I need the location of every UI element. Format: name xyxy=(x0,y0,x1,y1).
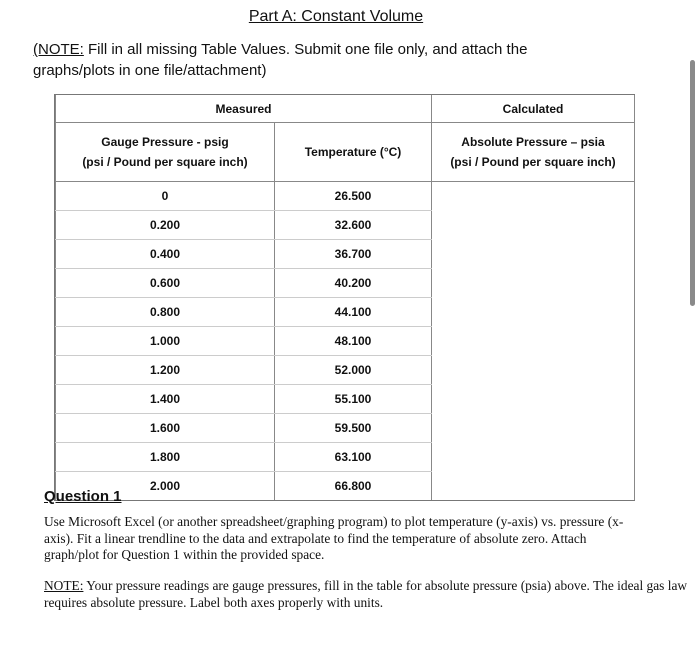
gauge-pressure-cell: 1.800 xyxy=(56,443,275,472)
table-row xyxy=(56,182,635,211)
gauge-pressure-cell: 1.600 xyxy=(56,414,275,443)
header-gauge-line2: (psi / Pound per square inch) xyxy=(82,155,248,169)
table-row xyxy=(56,472,635,501)
table-row xyxy=(56,298,635,327)
temperature-cell: 32.600 xyxy=(275,211,432,240)
table-body xyxy=(56,182,635,501)
question-1-note-label: NOTE: xyxy=(44,578,84,593)
absolute-pressure-cell[interactable] xyxy=(432,356,635,385)
header-gauge-line1: Gauge Pressure - psig xyxy=(101,135,229,149)
gauge-pressure-cell: 1.200 xyxy=(56,356,275,385)
gauge-pressure-cell: 2.000 xyxy=(56,472,275,501)
table-row xyxy=(56,269,635,298)
note-text: Fill in all missing Table Values. Submit one file only, and attach the graphs/plots in one file/attachment) xyxy=(33,41,528,79)
page-title: Part A: Constant Volume xyxy=(248,8,424,25)
temperature-cell: 26.500 xyxy=(275,182,432,211)
note-label: (NOTE: xyxy=(33,41,84,58)
gauge-pressure-cell: 1.400 xyxy=(56,385,275,414)
header-gauge-pressure xyxy=(56,123,275,182)
question-1-note-text: Your pressure readings are gauge pressures, fill in the table for absolute pressure (psia) above. The ideal gas law requires absolute pressure. Label both axes properly with units. xyxy=(44,578,688,610)
table-row xyxy=(56,443,635,472)
temperature-cell: 48.100 xyxy=(275,327,432,356)
temperature-cell: 55.100 xyxy=(275,385,432,414)
gauge-pressure-cell: 0.600 xyxy=(56,269,275,298)
vertical-scrollbar[interactable] xyxy=(690,60,695,306)
question-1-note xyxy=(44,578,694,611)
absolute-pressure-cell[interactable] xyxy=(432,240,635,269)
absolute-pressure-cell[interactable] xyxy=(432,443,635,472)
absolute-pressure-cell[interactable] xyxy=(432,269,635,298)
gauge-pressure-cell: 0.200 xyxy=(56,211,275,240)
gauge-pressure-cell: 0.400 xyxy=(56,240,275,269)
gauge-pressure-cell: 1.000 xyxy=(56,327,275,356)
absolute-pressure-cell[interactable] xyxy=(432,298,635,327)
table-row xyxy=(56,356,635,385)
instructions-note xyxy=(33,39,593,81)
absolute-pressure-cell[interactable] xyxy=(432,472,635,501)
temperature-cell: 59.500 xyxy=(275,414,432,443)
question-1-heading: Question 1 xyxy=(44,488,122,505)
temperature-cell: 66.800 xyxy=(275,472,432,501)
header-abs-line2: (psi / Pound per square inch) xyxy=(450,155,616,169)
question-1-text: Use Microsoft Excel (or another spreadsheet/graphing program) to plot temperature (y-axis) vs. pressure (x-axis). Fit a linear trendline to the data and extrapolate to find the temperature of absolute zero. Attach graph/plot for Question 1 within the provided space. xyxy=(44,514,624,562)
temperature-cell: 63.100 xyxy=(275,443,432,472)
data-table xyxy=(54,94,635,501)
header-calculated: Calculated xyxy=(432,95,635,123)
table-row xyxy=(56,240,635,269)
header-temperature: Temperature (°C) xyxy=(275,123,432,182)
absolute-pressure-cell[interactable] xyxy=(432,182,635,211)
absolute-pressure-cell[interactable] xyxy=(432,327,635,356)
header-absolute-pressure xyxy=(432,123,635,182)
temperature-cell: 52.000 xyxy=(275,356,432,385)
temperature-cell: 36.700 xyxy=(275,240,432,269)
table-row xyxy=(56,385,635,414)
absolute-pressure-cell[interactable] xyxy=(432,211,635,240)
table-row xyxy=(56,211,635,240)
table-row xyxy=(56,414,635,443)
absolute-pressure-cell[interactable] xyxy=(432,414,635,443)
temperature-cell: 44.100 xyxy=(275,298,432,327)
table-row xyxy=(56,327,635,356)
gauge-pressure-cell: 0 xyxy=(56,182,275,211)
absolute-pressure-cell[interactable] xyxy=(432,385,635,414)
header-abs-line1: Absolute Pressure – psia xyxy=(461,135,605,149)
gauge-pressure-cell: 0.800 xyxy=(56,298,275,327)
temperature-cell: 40.200 xyxy=(275,269,432,298)
header-measured: Measured xyxy=(56,95,432,123)
